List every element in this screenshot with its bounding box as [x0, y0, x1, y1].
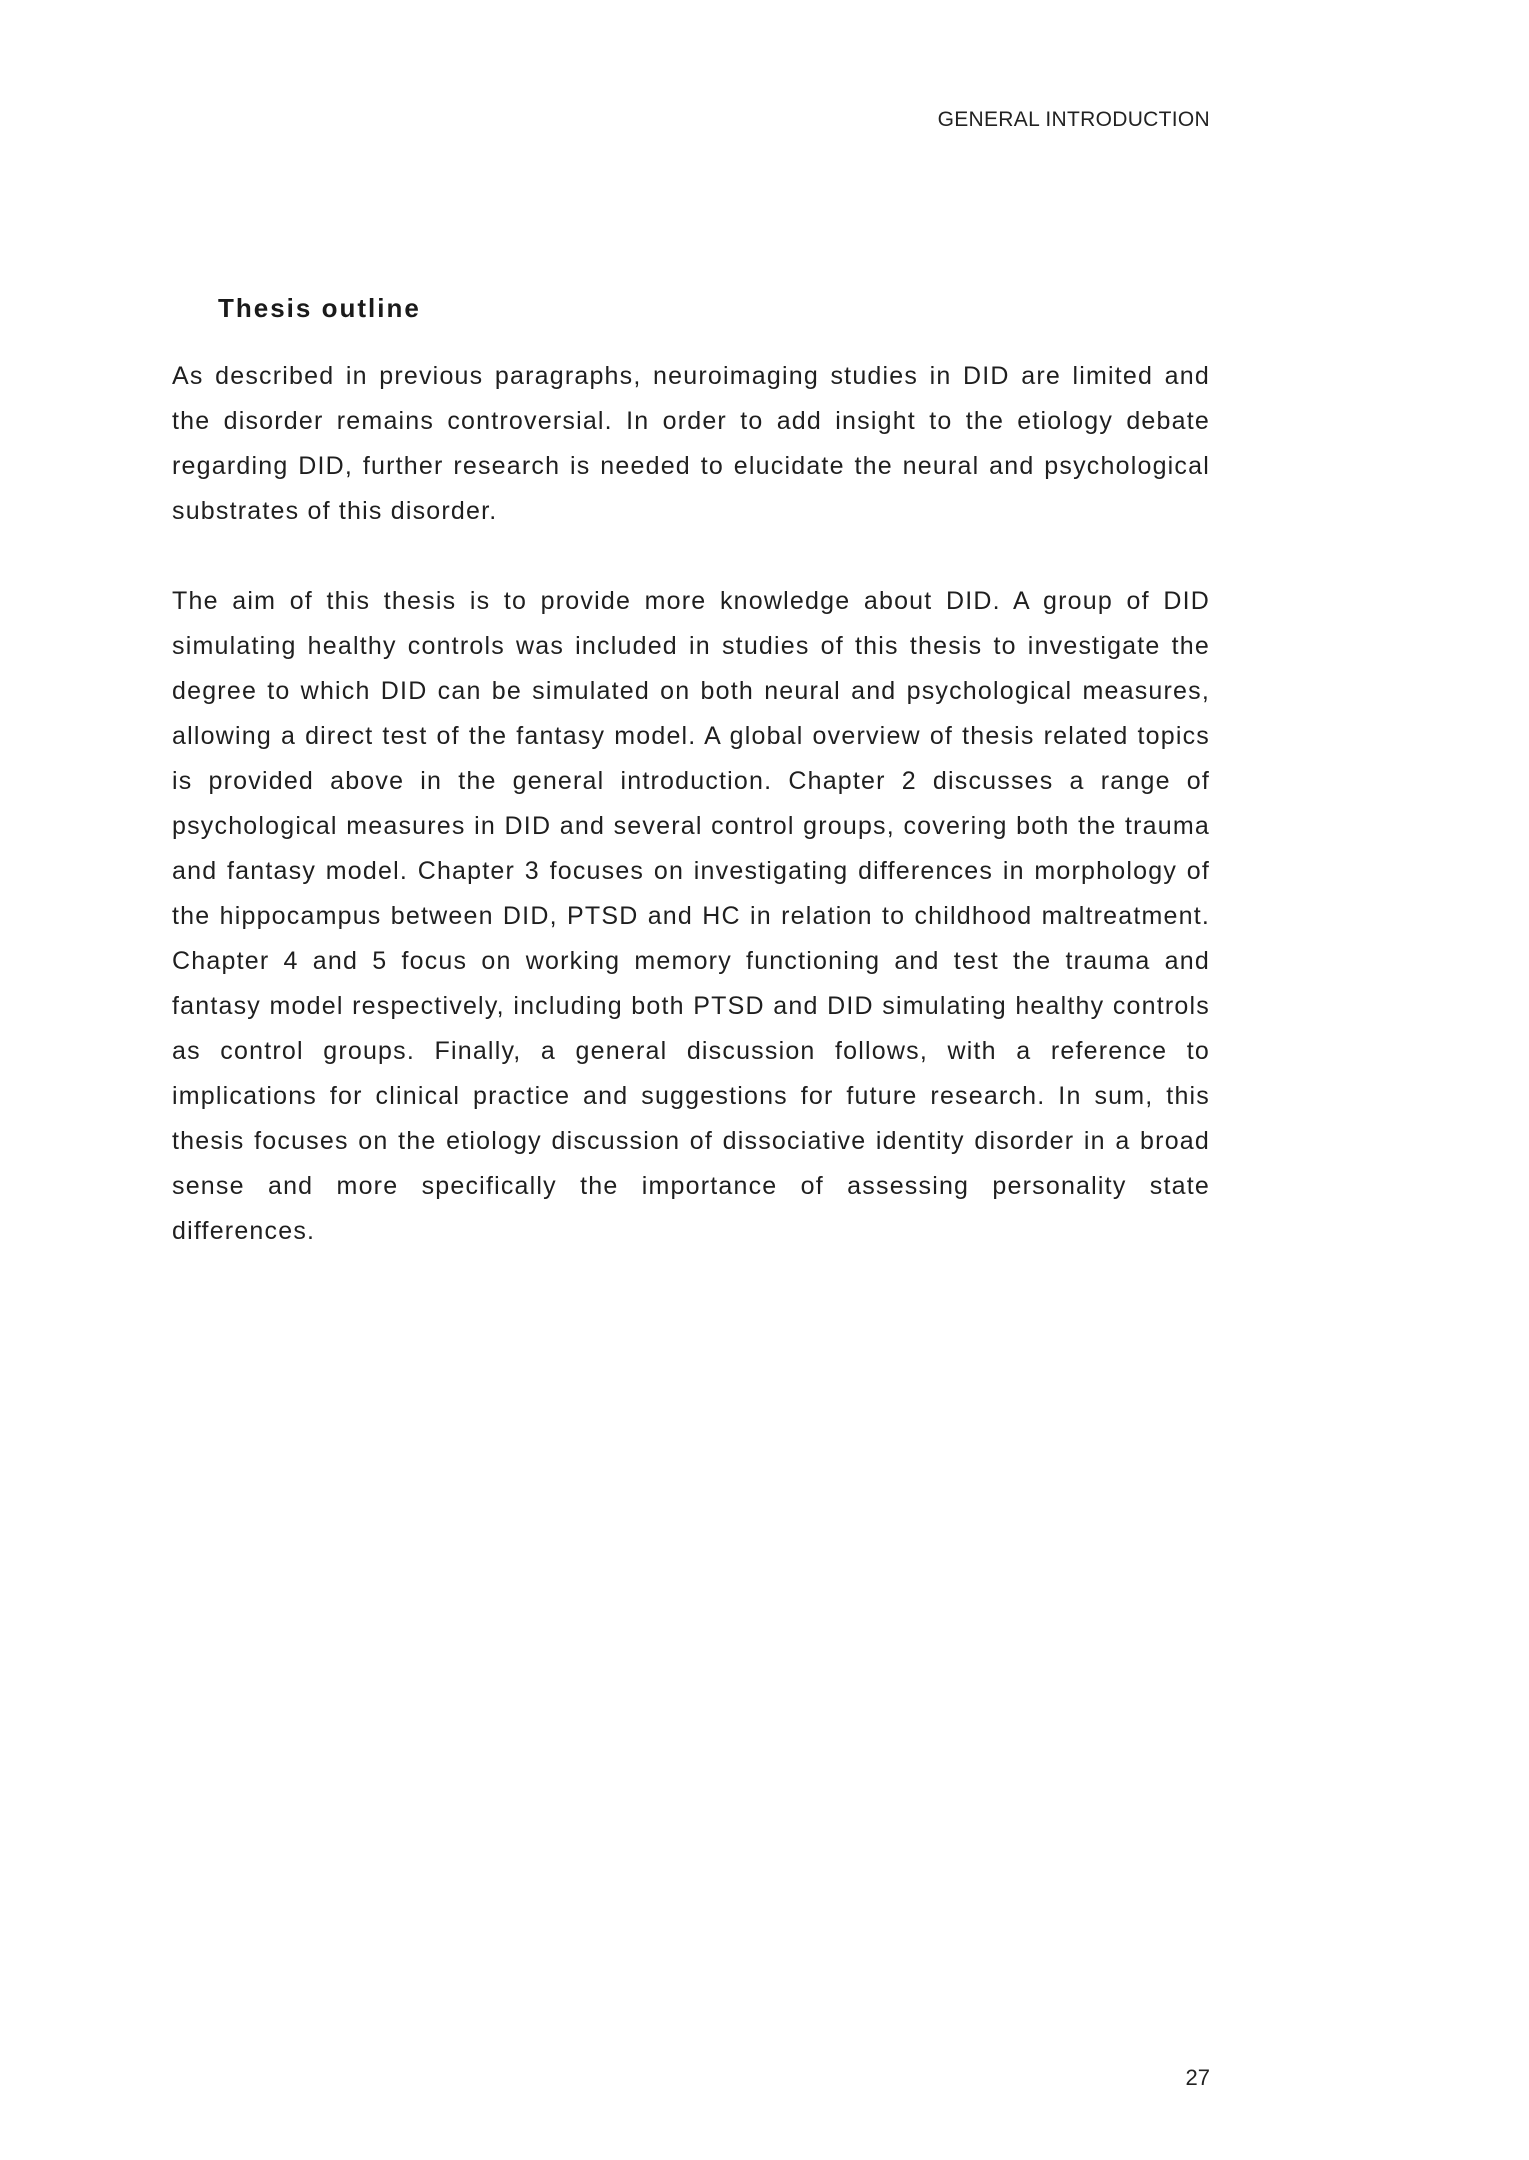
running-header: GENERAL INTRODUCTION	[937, 108, 1210, 131]
section-heading: Thesis outline	[218, 292, 421, 323]
body-paragraph-1: As described in previous paragraphs, neuroimaging studies in DID are limited and the disorder remains controversial. In order to add insight to the etiology debate regarding DID, further research is needed to elucidate the neural and psychological substrates of this disorder.	[172, 362, 1210, 525]
body-paragraph-2: The aim of this thesis is to provide more knowledge about DID. A group of DID simulating healthy controls was included in studies of this thesis to investigate the degree to which DID can be simulated on both neural and psychological measures, allowing a direct test of the fantasy model. A global overview of thesis related topics is provided above in the general introduction. Chapter 2 discusses a range of psychological measures in DID and several control groups, covering both the trauma and fantasy model. Chapter 3 focuses on investigating differences in morphology of the hippocampus between DID, PTSD and HC in relation to childhood maltreatment. Chapter 4 and 5 focus on working memory functioning and test the trauma and fantasy model respectively, including both PTSD and DID simulating healthy controls as control groups. Finally, a general discussion follows, with a reference to implications for clinical practice and suggestions for future research. In sum, this thesis focuses on the etiology discussion of dissociative identity disorder in a broad sense and more specifically the importance of assessing personality state differences.	[172, 587, 1210, 1245]
page-number: 27	[1185, 2065, 1210, 2090]
